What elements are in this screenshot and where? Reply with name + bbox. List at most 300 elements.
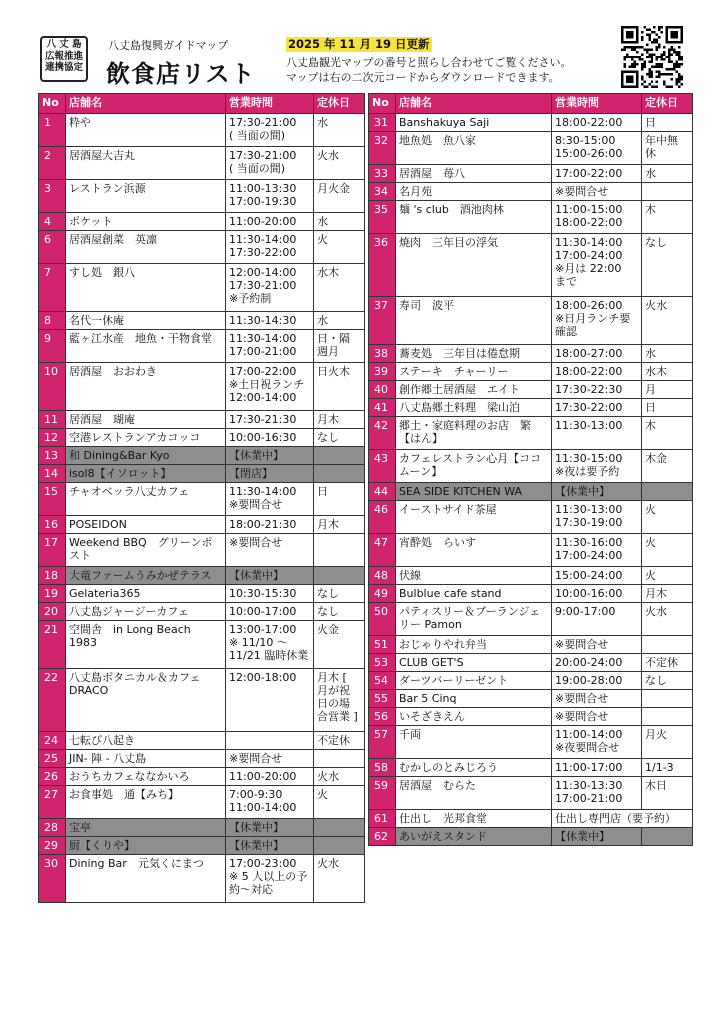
table-row (39, 786, 365, 819)
page-title: 飲食店リスト (106, 60, 256, 88)
table-row (39, 516, 365, 534)
business-hours: 11:00-17:00 (552, 759, 642, 777)
row-number: 30 (39, 855, 66, 903)
shop-name: ダーツバーリーゼント (396, 672, 552, 690)
closed-day: 1/1-3 (642, 759, 693, 777)
closed-day: 火水 (642, 297, 693, 345)
table-row (39, 180, 365, 213)
table-row (369, 534, 693, 567)
closed-day: 水 (314, 312, 365, 330)
table-row (369, 585, 693, 603)
shop-name: POSEIDON (66, 516, 226, 534)
table-row (369, 567, 693, 585)
business-hours: 11:00-20:00 (226, 768, 314, 786)
shop-name: おうちカフェななかいろ (66, 768, 226, 786)
business-hours: 17:30-21:00 ( 当面の間) (226, 114, 314, 147)
closed-day (314, 567, 365, 585)
row-number: 16 (39, 516, 66, 534)
row-number: 17 (39, 534, 66, 567)
row-number: 9 (39, 330, 66, 363)
business-hours: 仕出し専門店（要予約） (552, 810, 693, 828)
table-row (39, 621, 365, 669)
shop-name: あいがえスタンド (396, 828, 552, 846)
business-hours: 9:00-17:00 (552, 603, 642, 636)
row-number: 57 (369, 726, 396, 759)
closed-day (642, 690, 693, 708)
business-hours: ※要問合せ (552, 708, 642, 726)
row-number: 61 (369, 810, 396, 828)
table-row (369, 399, 693, 417)
closed-day (314, 837, 365, 855)
badge-line: 広報推進 (44, 50, 83, 62)
business-hours: 11:00-20:00 (226, 213, 314, 231)
closed-day: 火水 (314, 147, 365, 180)
business-hours: 11:30-16:00 17:00-24:00 (552, 534, 642, 567)
shop-name: 千両 (396, 726, 552, 759)
closed-day: 水 (642, 345, 693, 363)
row-number: 10 (39, 363, 66, 411)
closed-day: なし (642, 672, 693, 690)
closed-day (642, 183, 693, 201)
row-number: 38 (369, 345, 396, 363)
row-number: 13 (39, 447, 66, 465)
closed-day (642, 828, 693, 846)
row-number: 49 (369, 585, 396, 603)
row-number: 1 (39, 114, 66, 147)
shop-name: 八丈島ジャージーカフェ (66, 603, 226, 621)
row-number: 54 (369, 672, 396, 690)
shop-name: 八丈島郷土料理 梁山泊 (396, 399, 552, 417)
table-row (39, 447, 365, 465)
column-header-name: 店舗名 (66, 94, 226, 114)
table-row (369, 483, 693, 501)
shop-name: Weekend BBQ グリーンポスト (66, 534, 226, 567)
table-row (39, 819, 365, 837)
description (286, 55, 572, 85)
shop-name: 蕎麦処 三年目は倦怠期 (396, 345, 552, 363)
business-hours: 18:00-22:00 (552, 114, 642, 132)
table-row (369, 183, 693, 201)
table-row (39, 483, 365, 516)
row-number: 46 (369, 501, 396, 534)
row-number: 35 (369, 201, 396, 234)
shop-name: 創作郷土居酒屋 エイト (396, 381, 552, 399)
row-number: 36 (369, 234, 396, 297)
closed-day: 木 (642, 417, 693, 450)
shop-name: パティスリー＆ブーランジェリー Pamon (396, 603, 552, 636)
shop-name: Dining Bar 元気くにまつ (66, 855, 226, 903)
business-hours: 17:30-22:30 (552, 381, 642, 399)
closed-day (314, 447, 365, 465)
business-hours: 【休業中】 (226, 837, 314, 855)
row-number: 62 (369, 828, 396, 846)
business-hours: 【休業中】 (226, 567, 314, 585)
business-hours: 10:00-16:00 (552, 585, 642, 603)
shop-name: 居酒屋 むらた (396, 777, 552, 810)
closed-day: 木日 (642, 777, 693, 810)
row-number: 7 (39, 264, 66, 312)
shop-name: 仕出し 光邦食堂 (396, 810, 552, 828)
row-number: 41 (369, 399, 396, 417)
business-hours: 19:00-28:00 (552, 672, 642, 690)
closed-day: なし (314, 585, 365, 603)
row-number: 37 (369, 297, 396, 345)
table-row (39, 363, 365, 411)
shop-name: isol8【イソロット】 (66, 465, 226, 483)
table-row (39, 768, 365, 786)
business-hours: 17:00-23:00 ※ 5 人以上の予 約～対応 (226, 855, 314, 903)
row-number: 19 (39, 585, 66, 603)
column-header-no: No (39, 94, 66, 114)
row-number: 15 (39, 483, 66, 516)
closed-day: 月火 (642, 726, 693, 759)
row-number: 3 (39, 180, 66, 213)
shop-name: 居酒屋 瑚庵 (66, 411, 226, 429)
table-row (39, 231, 365, 264)
table-row (369, 114, 693, 132)
business-hours: 【閉店】 (226, 465, 314, 483)
closed-day (642, 483, 693, 501)
row-number: 4 (39, 213, 66, 231)
table-row (369, 363, 693, 381)
row-number: 48 (369, 567, 396, 585)
business-hours: 17:30-22:00 (552, 399, 642, 417)
shop-name: 麺 's club 酒池肉林 (396, 201, 552, 234)
badge-line: 八 丈 島 (46, 39, 82, 50)
business-hours: 11:30-14:00 17:00-24:00 ※月は 22:00 まで (552, 234, 642, 297)
row-number: 47 (369, 534, 396, 567)
closed-day: 月木 [ 月が祝 日の場 合営業 ] (314, 669, 365, 732)
closed-day: 月木 (642, 585, 693, 603)
row-number: 58 (369, 759, 396, 777)
table-header-row (39, 94, 365, 114)
shop-name: CLUB GET'S (396, 654, 552, 672)
closed-day: 火水 (642, 603, 693, 636)
table-row (369, 777, 693, 810)
table-row (39, 465, 365, 483)
shop-name: JIN- 陣 - 八丈島 (66, 750, 226, 768)
table-row (369, 726, 693, 759)
shop-name: 名月苑 (396, 183, 552, 201)
row-number: 39 (369, 363, 396, 381)
closed-day: 不定休 (314, 732, 365, 750)
business-hours: 18:00-26:00 ※日月ランチ要 確認 (552, 297, 642, 345)
table-row (39, 264, 365, 312)
row-number: 18 (39, 567, 66, 585)
business-hours: 11:00-13:30 17:00-19:30 (226, 180, 314, 213)
closed-day: 日 (642, 114, 693, 132)
business-hours: 18:00-22:00 (552, 363, 642, 381)
shop-name: 居酒屋 おおわき (66, 363, 226, 411)
table-row (39, 585, 365, 603)
business-hours: 12:00-14:00 17:30-21:00 ※予約制 (226, 264, 314, 312)
description-line: マップは右の二次元コードからダウンロードできます。 (286, 71, 560, 84)
row-number: 12 (39, 429, 66, 447)
shop-name: 伏線 (396, 567, 552, 585)
business-hours: 11:30-13:00 (552, 417, 642, 450)
table-row (369, 345, 693, 363)
shop-name: カフェレストラン心月【ココムーン】 (396, 450, 552, 483)
table-row (369, 636, 693, 654)
closed-day (314, 465, 365, 483)
row-number: 27 (39, 786, 66, 819)
closed-day (642, 708, 693, 726)
shop-name: イーストサイド茶屋 (396, 501, 552, 534)
closed-day: 水木 (314, 264, 365, 312)
closed-day: 日火木 (314, 363, 365, 411)
closed-day: 水木 (642, 363, 693, 381)
table-row (39, 147, 365, 180)
row-number: 53 (369, 654, 396, 672)
row-number: 32 (369, 132, 396, 165)
row-number: 40 (369, 381, 396, 399)
table-row (369, 654, 693, 672)
column-header-name: 店舗名 (396, 94, 552, 114)
description-line: 八丈島観光マップの番号と照らし合わせてご覧ください。 (286, 56, 572, 69)
closed-day: 火水 (314, 855, 365, 903)
page-subtitle: 八丈島復興ガイドマップ (108, 39, 229, 52)
table-row (369, 672, 693, 690)
business-hours: 11:00-15:00 18:00-22:00 (552, 201, 642, 234)
row-number: 20 (39, 603, 66, 621)
table-row (39, 669, 365, 732)
shop-name: 居酒屋大吉丸 (66, 147, 226, 180)
row-number: 51 (369, 636, 396, 654)
shop-name: すし処 銀八 (66, 264, 226, 312)
column-header-closed: 定休日 (314, 94, 365, 114)
shop-name: 地魚処 魚八家 (396, 132, 552, 165)
closed-day: 火 (642, 567, 693, 585)
row-number: 26 (39, 768, 66, 786)
shop-name: Bar 5 Cinq (396, 690, 552, 708)
row-number: 55 (369, 690, 396, 708)
restaurant-table-right (368, 93, 693, 846)
shop-name: 郷土・家庭料理のお店 繁【はん】 (396, 417, 552, 450)
shop-name: 厨【くりや】 (66, 837, 226, 855)
table-row (369, 828, 693, 846)
shop-name: ステーキ チャーリー (396, 363, 552, 381)
row-number: 6 (39, 231, 66, 264)
table-header-row (369, 94, 693, 114)
table-row (369, 450, 693, 483)
business-hours: 17:30-21:30 (226, 411, 314, 429)
closed-day: 水 (642, 165, 693, 183)
shop-name: 空港レストランアカコッコ (66, 429, 226, 447)
row-number: 8 (39, 312, 66, 330)
table-row (369, 132, 693, 165)
shop-name: 空間舎 in Long Beach 1983 (66, 621, 226, 669)
business-hours (226, 732, 314, 750)
table-row (39, 837, 365, 855)
row-number: 33 (369, 165, 396, 183)
table-row (39, 411, 365, 429)
business-hours: 11:30-14:00 ※要問合せ (226, 483, 314, 516)
row-number: 42 (369, 417, 396, 450)
table-row (369, 297, 693, 345)
closed-day (314, 534, 365, 567)
row-number: 22 (39, 669, 66, 732)
shop-name: SEA SIDE KITCHEN WA (396, 483, 552, 501)
table-row (39, 855, 365, 903)
closed-day (642, 636, 693, 654)
row-number: 2 (39, 147, 66, 180)
closed-day: 木 (642, 201, 693, 234)
table-row (39, 312, 365, 330)
shop-name: 八丈島ボタニカル＆カフェ DRACO (66, 669, 226, 732)
closed-day: 火 (642, 534, 693, 567)
business-hours: 11:30-14:00 17:00-21:00 (226, 330, 314, 363)
shop-name: レストラン浜源 (66, 180, 226, 213)
row-number: 59 (369, 777, 396, 810)
business-hours: 11:30-13:30 17:00-21:00 (552, 777, 642, 810)
closed-day: なし (314, 603, 365, 621)
business-hours: 18:00-27:00 (552, 345, 642, 363)
shop-name: いそざきえん (396, 708, 552, 726)
business-hours: 17:00-22:00 (552, 165, 642, 183)
table-row (39, 330, 365, 363)
shop-name: 七転び八起き (66, 732, 226, 750)
closed-day (314, 819, 365, 837)
business-hours: 17:30-21:00 ( 当面の間) (226, 147, 314, 180)
row-number: 31 (369, 114, 396, 132)
closed-day: 火金 (314, 621, 365, 669)
closed-day: 日 (314, 483, 365, 516)
shop-name: 和 Dining&Bar Kyo (66, 447, 226, 465)
badge-line: 連携協定 (44, 62, 83, 73)
table-row (369, 234, 693, 297)
business-hours: 10:30-15:30 (226, 585, 314, 603)
table-row (39, 114, 365, 147)
shop-name: むかしのとみじろう (396, 759, 552, 777)
business-hours: 11:30-15:00 ※夜は要予約 (552, 450, 642, 483)
closed-day: 月木 (314, 411, 365, 429)
business-hours: 13:00-17:00 ※ 11/10 ～ 11/21 臨時休業 (226, 621, 314, 669)
business-hours: 11:30-14:00 17:30-22:00 (226, 231, 314, 264)
table-row (369, 708, 693, 726)
business-hours: 8:30-15:00 15:00-26:00 (552, 132, 642, 165)
business-hours: ※要問合せ (552, 183, 642, 201)
business-hours: 【休業中】 (226, 447, 314, 465)
shop-name: 大竜ファームうみかぜテラス (66, 567, 226, 585)
business-hours: 【休業中】 (552, 483, 642, 501)
shop-name: お食事処 通【みち】 (66, 786, 226, 819)
qr-code-icon[interactable] (621, 26, 683, 88)
closed-day: 年中無 休 (642, 132, 693, 165)
row-number: 21 (39, 621, 66, 669)
row-number: 43 (369, 450, 396, 483)
shop-name: 藍ヶ江水産 地魚・干物食堂 (66, 330, 226, 363)
business-hours: 11:00-14:00 ※夜要問合せ (552, 726, 642, 759)
closed-day: 日 (642, 399, 693, 417)
table-row (369, 381, 693, 399)
business-hours: 10:00-17:00 (226, 603, 314, 621)
closed-day: 不定休 (642, 654, 693, 672)
closed-day: 火水 (314, 768, 365, 786)
business-hours: 17:00-22:00 ※土日祝ランチ 12:00-14:00 (226, 363, 314, 411)
column-header-closed: 定休日 (642, 94, 693, 114)
closed-day: 火 (314, 231, 365, 264)
business-hours: 11:30-13:00 17:30-19:00 (552, 501, 642, 534)
business-hours: ※要問合せ (552, 636, 642, 654)
closed-day: 木金 (642, 450, 693, 483)
shop-name: Bulblue cafe stand (396, 585, 552, 603)
table-row (369, 201, 693, 234)
shop-name: Gelateria365 (66, 585, 226, 603)
closed-day (314, 750, 365, 768)
business-hours: 【休業中】 (552, 828, 642, 846)
shop-name: 居酒屋 苺八 (396, 165, 552, 183)
closed-day: 月火金 (314, 180, 365, 213)
closed-day: 水 (314, 213, 365, 231)
shop-name: 居酒屋創菜 英凛 (66, 231, 226, 264)
row-number: 44 (369, 483, 396, 501)
business-hours: 12:00-18:00 (226, 669, 314, 732)
table-row (369, 165, 693, 183)
row-number: 25 (39, 750, 66, 768)
row-number: 14 (39, 465, 66, 483)
shop-name: おじゃりやれ弁当 (396, 636, 552, 654)
shop-name: 名代一休庵 (66, 312, 226, 330)
closed-day: 日・隔 週月 (314, 330, 365, 363)
row-number: 50 (369, 603, 396, 636)
table-row (39, 567, 365, 585)
column-header-hours: 営業時間 (226, 94, 314, 114)
logo-badge (40, 36, 88, 82)
business-hours: 7:00-9:30 11:00-14:00 (226, 786, 314, 819)
business-hours: ※要問合せ (226, 750, 314, 768)
business-hours: 18:00-21:30 (226, 516, 314, 534)
table-row (39, 603, 365, 621)
row-number: 11 (39, 411, 66, 429)
closed-day: 月木 (314, 516, 365, 534)
row-number: 29 (39, 837, 66, 855)
table-row (39, 429, 365, 447)
table-row (39, 732, 365, 750)
shop-name: Banshakuya Saji (396, 114, 552, 132)
closed-day: 水 (314, 114, 365, 147)
shop-name: ポケット (66, 213, 226, 231)
table-row (369, 417, 693, 450)
closed-day: なし (314, 429, 365, 447)
shop-name: 粋や (66, 114, 226, 147)
closed-day: 火 (642, 501, 693, 534)
business-hours: 10:00-16:30 (226, 429, 314, 447)
table-row (39, 534, 365, 567)
business-hours: ※要問合せ (226, 534, 314, 567)
table-row (369, 759, 693, 777)
table-row (369, 810, 693, 828)
business-hours: 11:30-14:30 (226, 312, 314, 330)
closed-day: なし (642, 234, 693, 297)
business-hours: 20:00-24:00 (552, 654, 642, 672)
table-row (39, 750, 365, 768)
shop-name: 宝亭 (66, 819, 226, 837)
shop-name: 寿司 波平 (396, 297, 552, 345)
shop-name: 焼肉 三年目の浮気 (396, 234, 552, 297)
business-hours: 15:00-24:00 (552, 567, 642, 585)
update-date: 2025 年 11 月 19 日更新 (288, 37, 430, 51)
row-number: 34 (369, 183, 396, 201)
restaurant-table-left (38, 93, 365, 903)
table-row (39, 213, 365, 231)
table-row (369, 690, 693, 708)
shop-name: チャオベッラ八丈カフェ (66, 483, 226, 516)
table-row (369, 501, 693, 534)
column-header-no: No (369, 94, 396, 114)
row-number: 28 (39, 819, 66, 837)
business-hours: 【休業中】 (226, 819, 314, 837)
row-number: 56 (369, 708, 396, 726)
